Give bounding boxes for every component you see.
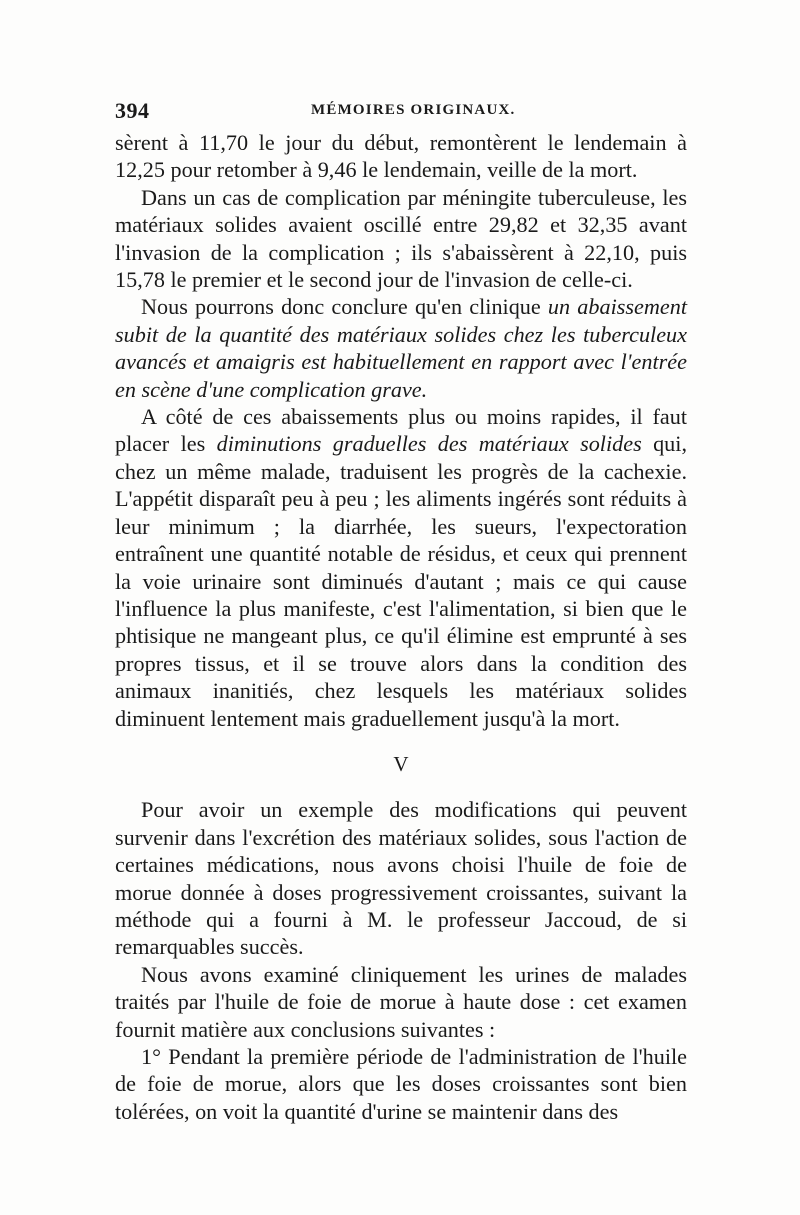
paragraph-4-lead: A côté de ces abaissements plus ou moins rapides, il faut placer les bbox=[115, 404, 687, 457]
paragraph-1: sèrent à 11,70 le jour du début, remontèrent le lendemain à 12,25 pour retomber à 9,46 le lendemain, veille de la mort. bbox=[115, 130, 687, 183]
body-text bbox=[115, 129, 687, 1125]
paragraph-3 bbox=[115, 293, 687, 403]
running-title: MÉMOIRES ORIGINAUX. bbox=[311, 102, 516, 118]
paragraph-4-italic: diminutions graduelles des matériaux solides bbox=[216, 431, 642, 457]
paragraph-4-rest: qui, chez un même malade, traduisent les progrès de la cachexie. L'appétit disparaît peu à peu ; les aliments ingérés sont réduits à leur minimum ; la diarrhée, les sueurs, l'expectoration entraînent une quantité notable de résidus, et ceux qui prennent la voie urinaire sont diminués d'autant ; mais ce qui cause l'influence la plus manifeste, c'est l'alimentation, si bien que le phtisique ne mangeant plus, ce qu'il élimine est emprunté à ses propres tissus, et il se trouve alors dans la condition des animaux inanitiés, chez lesquels les matériaux solides diminuent lentement mais graduellement jusqu'à la mort. bbox=[115, 431, 687, 731]
page-number: 394 bbox=[115, 98, 150, 123]
paragraph-3-lead: Nous pourrons donc conclure qu'en clinique bbox=[141, 294, 548, 320]
paragraph-3-italic: un abaissement subit de la quantité des matériaux solides chez les tuberculeux avancés et amaigris est habituellement en rapport avec l'entrée en scène d'une complication grave. bbox=[115, 294, 687, 402]
paragraph-6: Nous avons examiné cliniquement les urines de malades traités par l'huile de foie de morue à haute dose : cet examen fournit matière aux conclusions suivantes : bbox=[115, 961, 687, 1042]
paragraph-5: Pour avoir un exemple des modifications qui peuvent survenir dans l'excrétion des matériaux solides, sous l'action de certaines médications, nous avons choisi l'huile de foie de morue donnée à doses progressivement croissantes, suivant la méthode qui a fourni à M. le professeur Jaccoud, de si remarquables succès. bbox=[115, 797, 687, 960]
paragraph-7: 1° Pendant la première période de l'administration de l'huile de foie de morue, alors que les doses croissantes sont bien tolérées, on voit la quantité d'urine se maintenir dans des bbox=[115, 1044, 687, 1124]
paragraph-2: Dans un cas de complication par méningite tuberculeuse, les matériaux solides avaient oscillé entre 29,82 et 32,35 avant l'invasion de la complication ; ils s'abaissèrent à 22,10, puis 15,78 le premier et le second jour de l'invasion de celle-ci. bbox=[115, 184, 687, 293]
paragraph-4 bbox=[115, 403, 687, 732]
section-number: V bbox=[393, 751, 409, 776]
running-head bbox=[115, 98, 687, 128]
